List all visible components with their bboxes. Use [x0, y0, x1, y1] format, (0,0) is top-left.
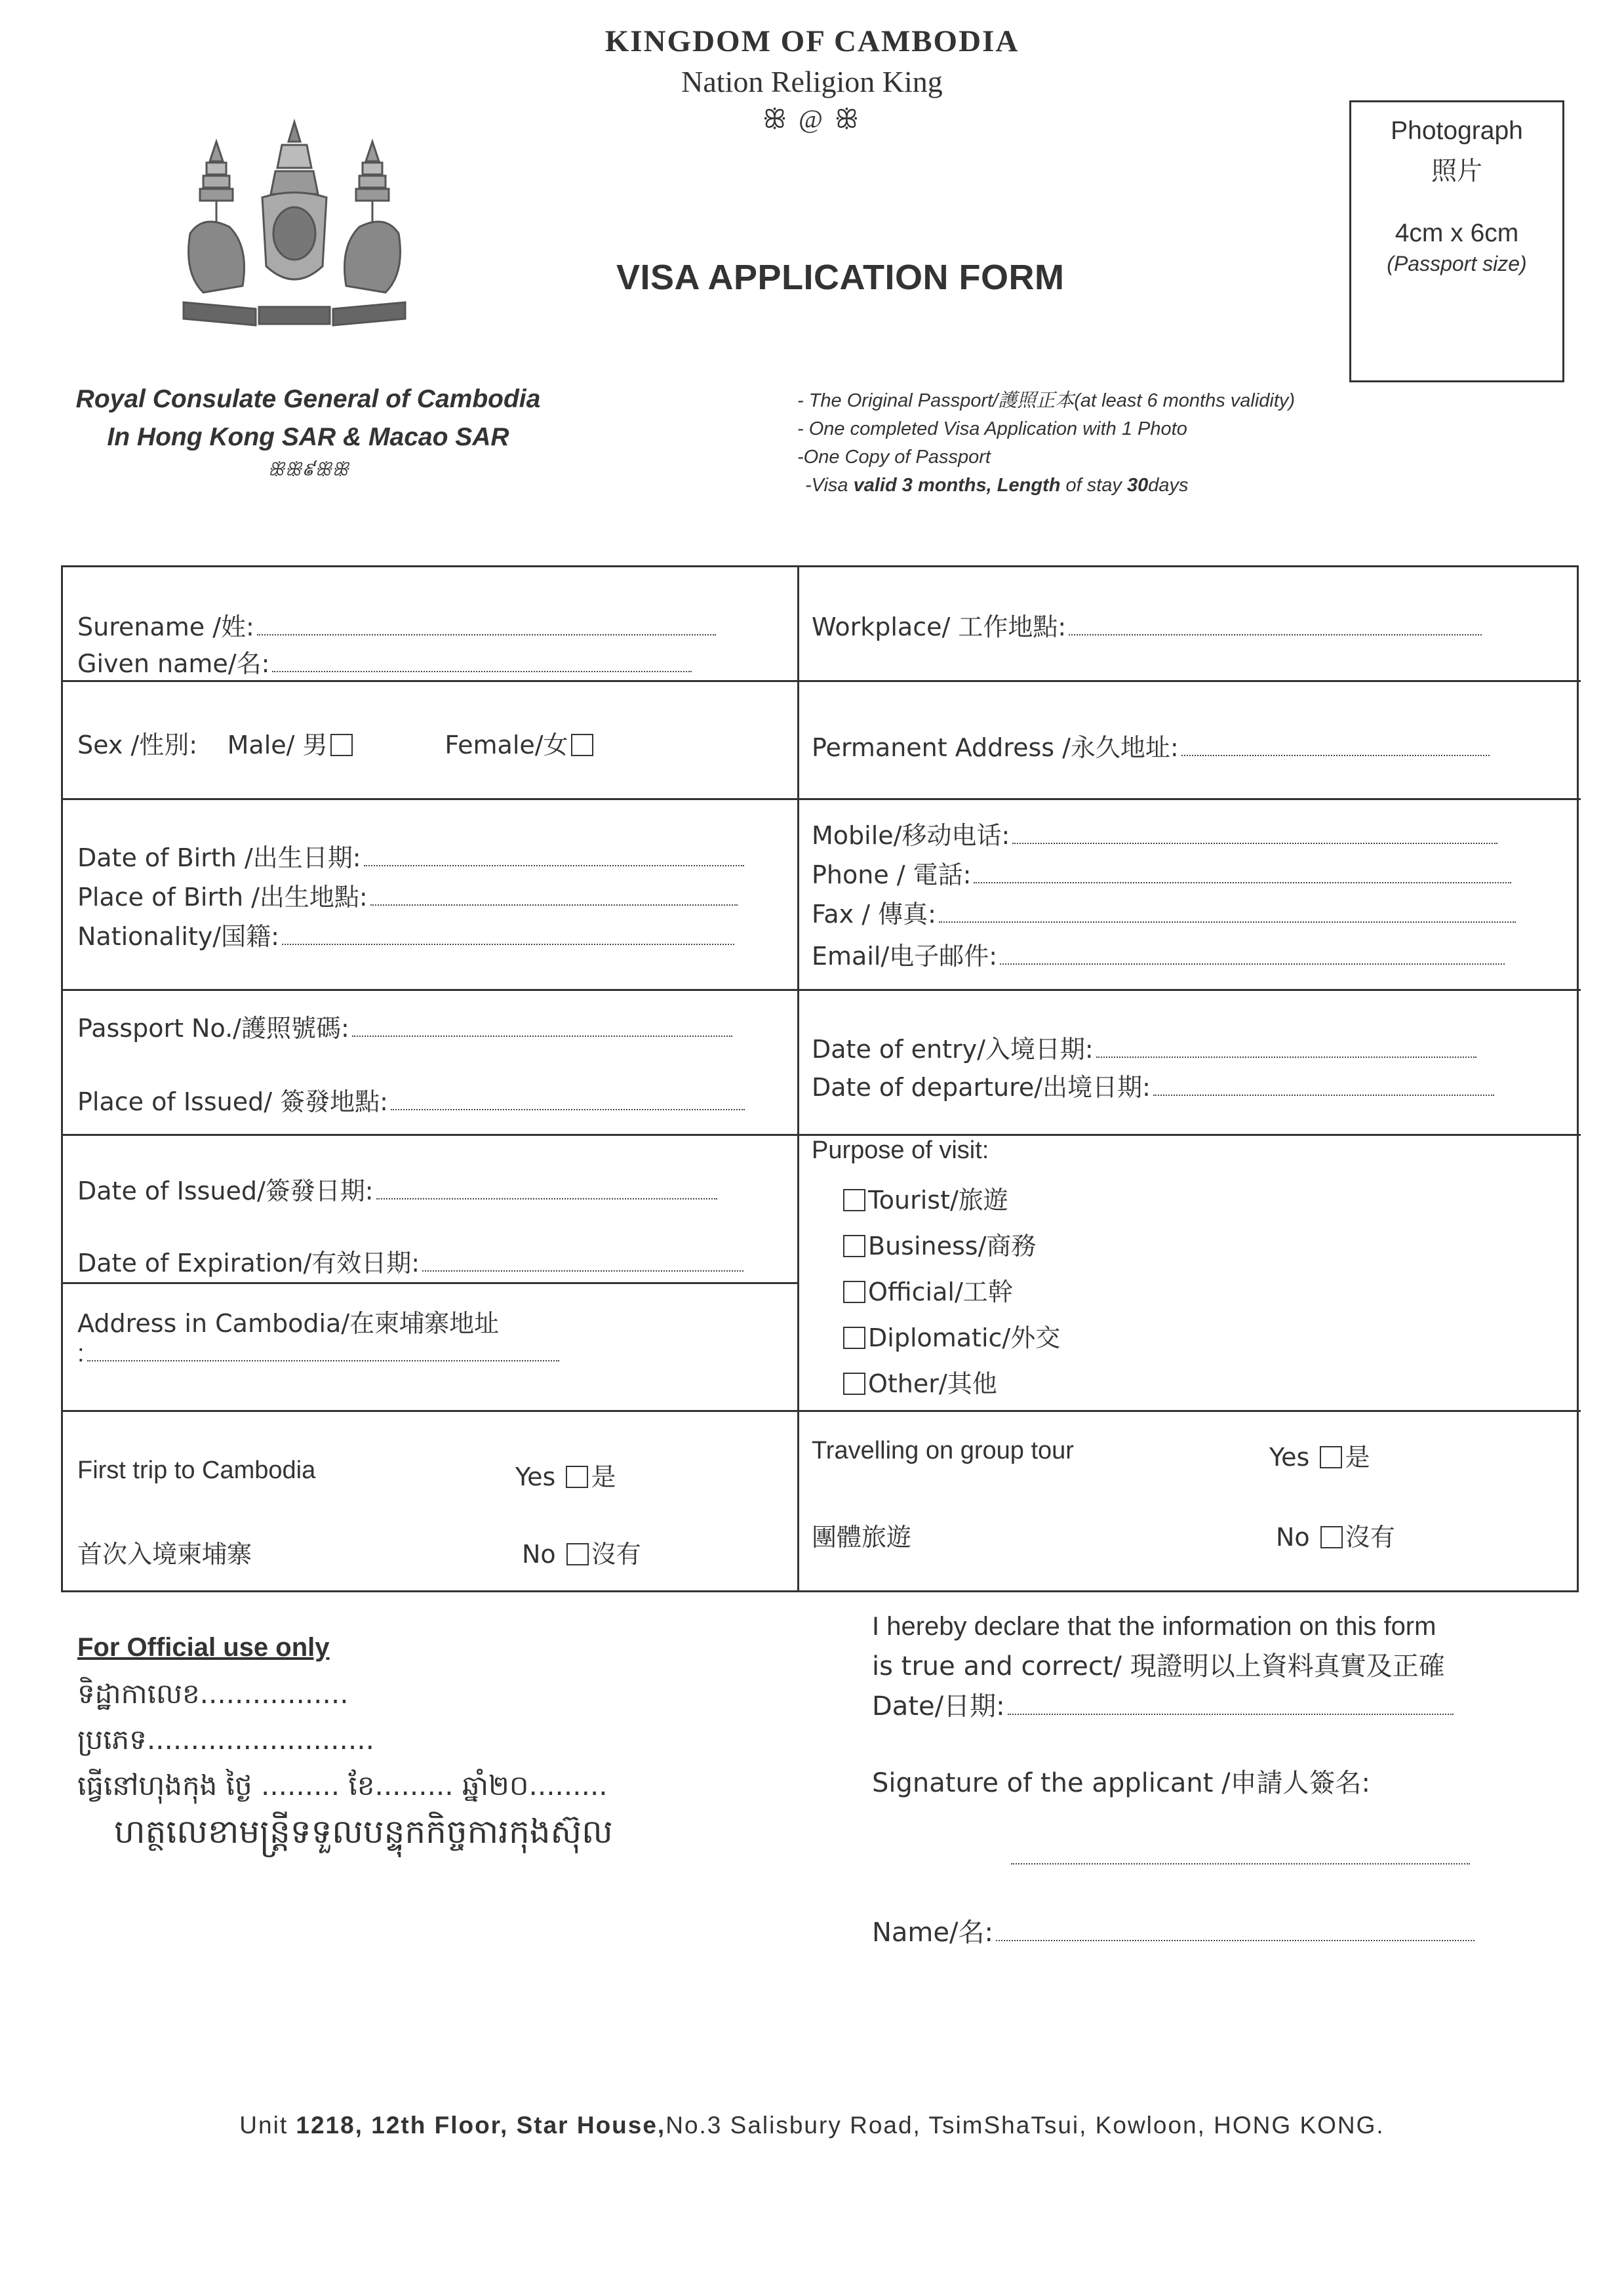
business-checkbox[interactable] [843, 1235, 865, 1257]
requirements-list [797, 387, 1295, 500]
other-checkbox[interactable] [843, 1373, 865, 1395]
header-ornament: ꕥ @ ꕥ [762, 104, 862, 134]
consulate-address: Unit 1218, 12th Floor, Star House,No.3 Salisbury Road, TsimShaTsui, Kowloon, HONG KONG. [239, 2112, 1385, 2139]
address-in-cambodia-label: Address in Cambodia/在柬埔寨地址 [77, 1309, 500, 1338]
consulate-name [52, 380, 564, 483]
group-tour-label-zh: 團體旅遊 [812, 1523, 912, 1552]
name-field[interactable]: Name/名: [872, 1913, 1475, 1953]
place-of-issued-field[interactable]: Place of Issued/ 簽發地點: [77, 1081, 745, 1118]
official-date-line: ធ្វើនៅហុងកុង ថ្ងៃ ......... ខែ......... ឆ្នាំ២០......... [77, 1769, 608, 1802]
photo-note: (Passport size) [1387, 252, 1527, 275]
nationality-field[interactable]: Nationality/国籍: [77, 916, 734, 952]
purpose-option-tourist[interactable]: Tourist/旅遊 [841, 1180, 1008, 1216]
royal-arms-emblem-icon [177, 115, 412, 352]
purpose-option-other[interactable]: Other/其他 [841, 1363, 997, 1400]
workplace-field[interactable]: Workplace/ 工作地點: [812, 607, 1482, 643]
given-name-field[interactable]: Given name/名: [77, 643, 692, 679]
permanent-address-field[interactable]: Permanent Address /永久地址: [812, 727, 1490, 763]
purpose-of-visit-title: Purpose of visit: [812, 1137, 989, 1164]
official-type-line: ប្រភេទ.......................... [77, 1723, 374, 1756]
declaration-date-field[interactable]: Date/日期: [872, 1687, 1475, 1727]
female-option-label: Female/女 [445, 731, 568, 759]
purpose-option-business[interactable]: Business/商務 [841, 1226, 1036, 1262]
date-of-expiration-field[interactable]: Date of Expiration/有效日期: [77, 1243, 743, 1279]
email-field[interactable]: Email/电子邮件: [812, 936, 1505, 972]
national-motto: Nation Religion King [681, 65, 943, 98]
passport-number-field[interactable]: Passport No./護照號碼: [77, 1008, 732, 1044]
consulate-line1: Royal Consulate General of Cambodia [75, 385, 541, 413]
photo-size: 4cm x 6cm [1395, 219, 1519, 247]
date-of-entry-field[interactable]: Date of entry/入境日期: [812, 1029, 1476, 1065]
official-signature-line: ហត្ថលេខាមន្ត្រីទទួលបន្ទុកកិច្ចការកុងស៊ុល [114, 1813, 613, 1851]
male-checkbox[interactable] [330, 734, 353, 756]
group-tour-label: Travelling on group tour [812, 1437, 1074, 1464]
first-trip-label-zh: 首次入境柬埔寨 [77, 1540, 252, 1569]
consulate-khmer: ꕥꕥ៩ꕥꕥ [267, 459, 349, 479]
male-option-label: Male/ 男 [227, 731, 328, 759]
application-table [61, 565, 1579, 1592]
group-tour-yes-checkbox[interactable] [1320, 1446, 1342, 1468]
requirement-item: -Visa valid 3 months, Length of stay 30days [805, 475, 1189, 496]
first-trip-yes-checkbox[interactable] [566, 1466, 588, 1488]
date-of-issued-field[interactable]: Date of Issued/簽發日期: [77, 1171, 717, 1207]
official-checkbox[interactable] [843, 1281, 865, 1303]
female-checkbox[interactable] [571, 734, 593, 756]
declaration-section [872, 1607, 1475, 1953]
signature-line[interactable] [872, 1836, 1475, 1876]
group-tour-no-checkbox[interactable] [1320, 1526, 1343, 1548]
phone-field[interactable]: Phone / 電話: [812, 855, 1511, 891]
place-of-birth-field[interactable]: Place of Birth /出生地點: [77, 877, 738, 913]
requirement-item: -One Copy of Passport [797, 447, 991, 468]
consulate-line2: In Hong Kong SAR & Macao SAR [107, 423, 509, 451]
group-tour-no[interactable]: No 沒有 [1276, 1523, 1395, 1552]
address-in-cambodia-field[interactable]: : [77, 1340, 559, 1368]
first-trip-label: First trip to Cambodia [77, 1457, 316, 1484]
first-trip-no-checkbox[interactable] [566, 1543, 589, 1565]
signature-label: Signature of the applicant /申請人簽名: [872, 1768, 1371, 1798]
declaration-line1: I hereby declare that the information on this form [872, 1612, 1436, 1641]
official-visa-number-line: ទិដ្ឋាកាលេខ................. [77, 1678, 349, 1710]
photo-box[interactable] [1349, 100, 1564, 382]
country-title: KINGDOM OF CAMBODIA [604, 24, 1020, 58]
requirement-item: - The Original Passport/護照正本(at least 6 months validity) [797, 390, 1296, 411]
declaration-line2: is true and correct/ 現證明以上資料真實及正確 [872, 1651, 1445, 1682]
mobile-field[interactable]: Mobile/移动电话: [812, 815, 1497, 851]
surname-field[interactable]: Surename /姓: [77, 607, 716, 643]
first-trip-no[interactable]: No 沒有 [522, 1540, 641, 1569]
date-of-birth-field[interactable]: Date of Birth /出生日期: [77, 837, 744, 874]
official-use-section [77, 1624, 613, 1855]
sex-field: Sex /性別: Male/ 男 Female/女 [77, 725, 596, 761]
purpose-option-official[interactable]: Official/工幹 [841, 1272, 1013, 1308]
fax-field[interactable]: Fax / 傳真: [812, 894, 1516, 930]
photo-label: Photograph [1391, 117, 1523, 145]
tourist-checkbox[interactable] [843, 1189, 865, 1211]
official-use-title: For Official use only [77, 1633, 330, 1662]
form-title: VISA APPLICATION FORM [616, 258, 1065, 297]
date-of-departure-field[interactable]: Date of departure/出境日期: [812, 1067, 1494, 1103]
diplomatic-checkbox[interactable] [843, 1327, 865, 1349]
requirement-item: - One completed Visa Application with 1 Photo [797, 418, 1187, 439]
group-tour-yes[interactable]: Yes 是 [1269, 1443, 1370, 1472]
first-trip-yes[interactable]: Yes 是 [515, 1462, 616, 1491]
purpose-option-diplomatic[interactable]: Diplomatic/外交 [841, 1318, 1060, 1354]
photo-label-zh: 照片 [1431, 157, 1482, 186]
